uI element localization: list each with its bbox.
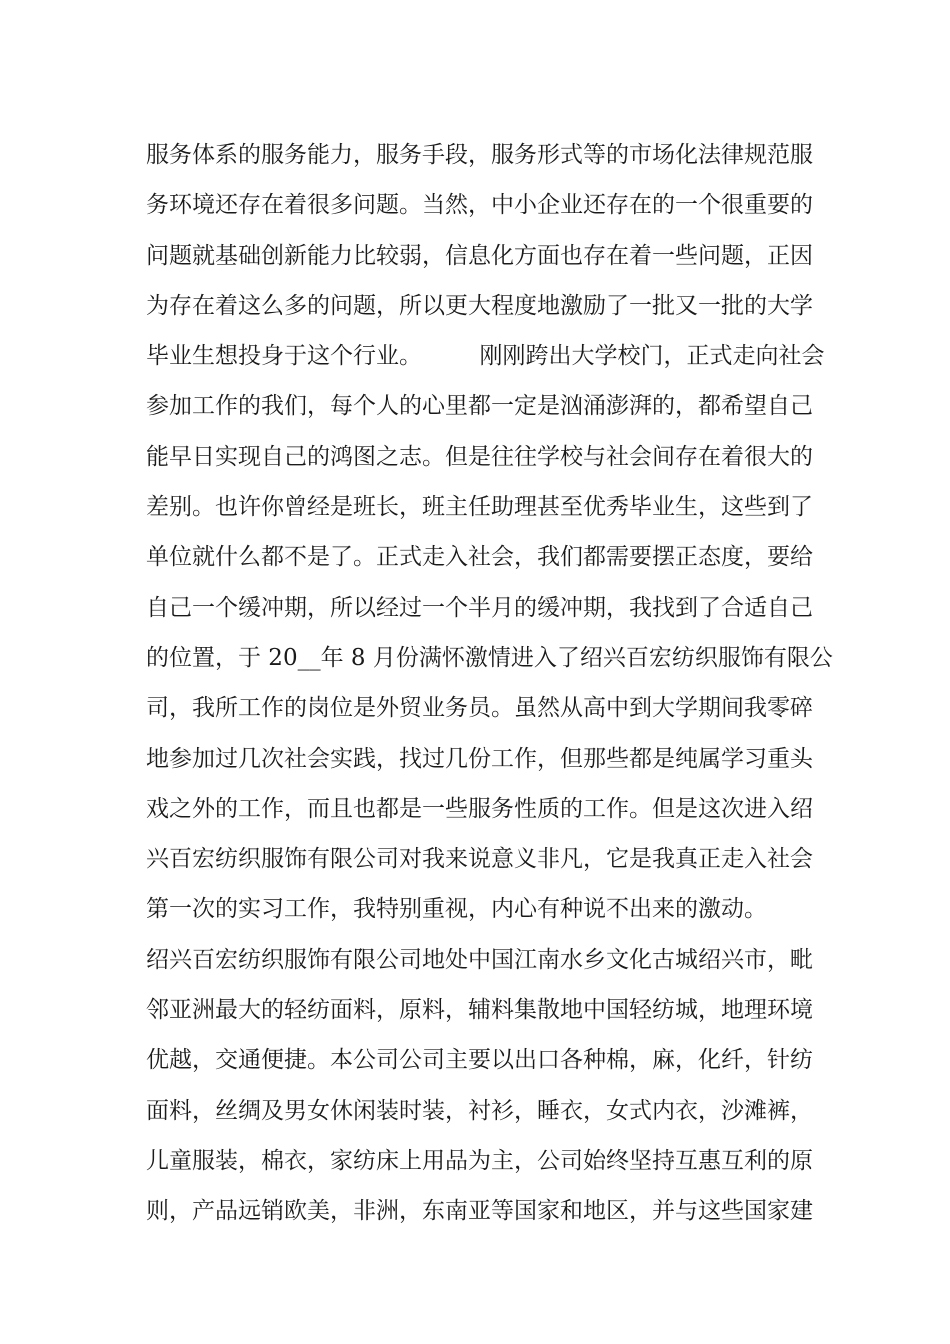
text-line-11: 的位置，于 20__年 8 月份满怀激情进入了绍兴百宏纺织服饰有限公: [146, 644, 833, 671]
text-line-20: 面料，丝绸及男女休闲装时装，衬衫，睡衣，女式内衣，沙滩裤，: [146, 1097, 813, 1124]
text-line-5: 毕业生想投身于这个行业。 刚刚跨出大学校门，正式走向社会: [146, 343, 825, 370]
text-line-13: 地参加过几次社会实践，找过几份工作，但那些都是纯属学习重头: [146, 745, 813, 772]
text-line-14: 戏之外的工作，而且也都是一些服务性质的工作。但是这次进入绍: [146, 795, 813, 822]
text-line-15: 兴百宏纺织服饰有限公司对我来说意义非凡，它是我真正走入社会: [146, 846, 813, 873]
text-line-3: 问题就基础创新能力比较弱，信息化方面也存在着一些问题，正因: [146, 242, 813, 269]
text-line-18: 邻亚洲最大的轻纺面料，原料，辅料集散地中国轻纺城，地理环境: [146, 997, 813, 1024]
text-line-22: 则，产品远销欧美，非洲，东南亚等国家和地区，并与这些国家建: [146, 1198, 813, 1225]
text-line-2: 务环境还存在着很多问题。当然，中小企业还存在的一个很重要的: [146, 192, 813, 219]
text-line-4: 为存在着这么多的问题，所以更大程度地激励了一批又一批的大学: [146, 292, 813, 319]
text-line-7: 能早日实现自己的鸿图之志。但是往往学校与社会间存在着很大的: [146, 443, 813, 470]
text-line-8: 差别。也许你曾经是班长，班主任助理甚至优秀毕业生，这些到了: [146, 494, 813, 521]
text-line-17: 绍兴百宏纺织服饰有限公司地处中国江南水乡文化古城绍兴市，毗: [146, 946, 813, 973]
text-line-6: 参加工作的我们，每个人的心里都一定是汹涌澎湃的，都希望自己: [146, 393, 813, 420]
text-line-21: 儿童服装，棉衣，家纺床上用品为主，公司始终坚持互惠互利的原: [146, 1147, 813, 1174]
text-line-10: 自己一个缓冲期，所以经过一个半月的缓冲期，我找到了合适自己: [146, 594, 813, 621]
text-line-1: 服务体系的服务能力，服务手段，服务形式等的市场化法律规范服: [146, 142, 813, 168]
text-line-12: 司，我所工作的岗位是外贸业务员。虽然从高中到大学期间我零碎: [146, 695, 813, 722]
text-line-16: 第一次的实习工作，我特别重视，内心有种说不出来的激动。: [146, 896, 767, 923]
body-text: [146, 130, 833, 1237]
text-line-19: 优越，交通便捷。本公司公司主要以出口各种棉，麻，化纤，针纺: [146, 1047, 813, 1074]
text-line-9: 单位就什么都不是了。正式走入社会，我们都需要摆正态度，要给: [146, 544, 813, 571]
